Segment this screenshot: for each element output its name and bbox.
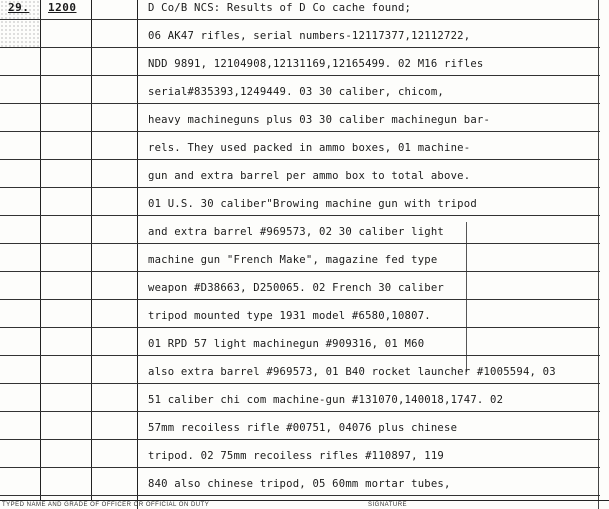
- entry-line: tripod. 02 75mm recoiless rifles #110897, 119: [148, 450, 445, 462]
- ruled-line: [0, 355, 600, 356]
- ruled-line: [0, 75, 600, 76]
- ruled-line: [0, 495, 600, 496]
- ruled-line: [0, 299, 600, 300]
- ruled-line: [0, 411, 600, 412]
- ruled-line: [0, 19, 600, 20]
- entry-line: also extra barrel #969573, 01 B40 rocket launcher #1005594, 03: [148, 366, 556, 378]
- entry-line: tripod mounted type 1931 model #6580,10807.: [148, 310, 431, 322]
- ruled-line: [0, 467, 600, 468]
- ruled-line: [0, 47, 600, 48]
- entry-line: NDD 9891, 12104908,12131169,12165499. 02 M16 rifles: [148, 58, 484, 70]
- entry-line: 01 RPD 57 light machinegun #909316, 01 M60: [148, 338, 425, 350]
- entry-line: serial#835393,1249449. 03 30 caliber, chicom,: [148, 86, 445, 98]
- entry-line: 06 AK47 rifles, serial numbers-12117377,12112722,: [148, 30, 471, 42]
- entry-line: D Co/B NCS: Results of D Co cache found;: [148, 2, 412, 14]
- ruled-line: [0, 439, 600, 440]
- footer-rule: [0, 500, 609, 501]
- stray-vertical-mark: [466, 222, 467, 372]
- entry-line: weapon #D38663, D250065. 02 French 30 caliber: [148, 282, 445, 294]
- ruled-line: [0, 159, 600, 160]
- typed-name-label: TYPED NAME AND GRADE OF OFFICER OR OFFICIAL ON DUTY: [2, 502, 210, 508]
- ruled-line: [0, 103, 600, 104]
- item-number: 29.: [8, 1, 30, 14]
- ruled-line: [0, 243, 600, 244]
- ruled-line: [0, 271, 600, 272]
- ruled-line: [0, 383, 600, 384]
- entry-line: gun and extra barrel per ammo box to total above.: [148, 170, 471, 182]
- ruled-line: [0, 215, 600, 216]
- column-rule-right: [598, 0, 599, 509]
- ruled-line: [0, 131, 600, 132]
- column-rule-entry: [137, 0, 138, 509]
- entry-line: heavy machineguns plus 03 30 caliber machinegun bar-: [148, 114, 491, 126]
- entry-line: machine gun "French Make", magazine fed type: [148, 254, 438, 266]
- entry-line: 57mm recoiless rifle #00751, 04076 plus chinese: [148, 422, 458, 434]
- entry-line: 840 also chinese tripod, 05 60mm mortar tubes,: [148, 478, 451, 490]
- entry-line: rels. They used packed in ammo boxes, 01 machine-: [148, 142, 471, 154]
- entry-line: 01 U.S. 30 caliber"Browing machine gun with tripod: [148, 198, 477, 210]
- time-cell: 1200: [48, 1, 77, 14]
- entry-line: and extra barrel #969573, 02 30 caliber light: [148, 226, 445, 238]
- ruled-line: [0, 187, 600, 188]
- signature-label: SIGNATURE: [368, 502, 408, 508]
- entry-line: 51 caliber chi com machine-gun #131070,140018,1747. 02: [148, 394, 504, 406]
- ruled-line: [0, 327, 600, 328]
